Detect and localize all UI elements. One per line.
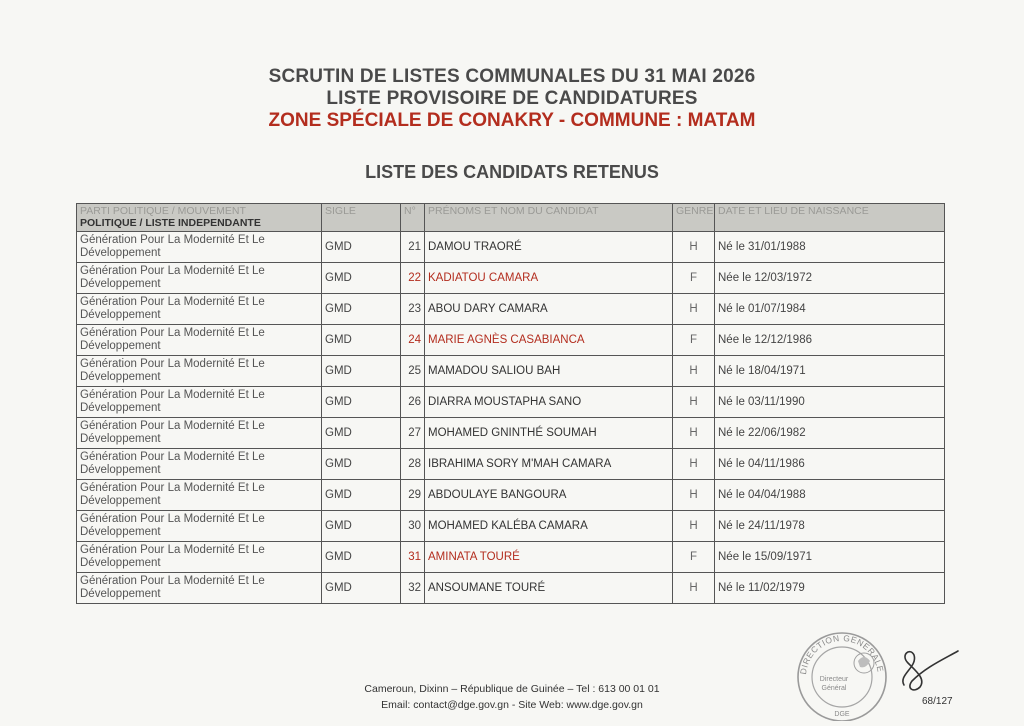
cell-birth: Né le 24/11/1978 bbox=[715, 511, 945, 542]
cell-sigle: GMD bbox=[322, 294, 401, 325]
table-row bbox=[77, 449, 945, 480]
cell-birth: Né le 31/01/1988 bbox=[715, 232, 945, 263]
table-row bbox=[77, 325, 945, 356]
stamp-center-b: Général bbox=[821, 685, 847, 692]
column-header-number: N° bbox=[401, 204, 425, 232]
cell-genre: F bbox=[673, 263, 715, 294]
cell-party: Génération Pour La Modernité Et Le Développement bbox=[77, 325, 322, 356]
cell-candidate-name: ABOU DARY CAMARA bbox=[425, 294, 673, 325]
cell-number: 30 bbox=[401, 511, 425, 542]
cell-party: Génération Pour La Modernité Et Le Développement bbox=[77, 387, 322, 418]
cell-genre: H bbox=[673, 511, 715, 542]
heading-retained-candidates: LISTE DES CANDIDATS RETENUS bbox=[365, 162, 659, 182]
cell-genre: H bbox=[673, 480, 715, 511]
cell-party: Génération Pour La Modernité Et Le Développement bbox=[77, 542, 322, 573]
column-header-name: PRÉNOMS ET NOM DU CANDIDAT bbox=[425, 204, 673, 232]
cell-party: Génération Pour La Modernité Et Le Développement bbox=[77, 480, 322, 511]
cell-candidate-name: KADIATOU CAMARA bbox=[425, 263, 673, 294]
table-row bbox=[77, 480, 945, 511]
cell-candidate-name: ABDOULAYE BANGOURA bbox=[425, 480, 673, 511]
cell-number: 26 bbox=[401, 387, 425, 418]
cell-genre: H bbox=[673, 294, 715, 325]
cell-candidate-name: MARIE AGNÈS CASABIANCA bbox=[425, 325, 673, 356]
cell-number: 29 bbox=[401, 480, 425, 511]
cell-genre: F bbox=[673, 325, 715, 356]
document-footer bbox=[0, 681, 1024, 713]
cell-sigle: GMD bbox=[322, 232, 401, 263]
cell-birth: Née le 12/03/1972 bbox=[715, 263, 945, 294]
cell-candidate-name: MOHAMED GNINTHÉ SOUMAH bbox=[425, 418, 673, 449]
cell-number: 25 bbox=[401, 356, 425, 387]
cell-sigle: GMD bbox=[322, 573, 401, 604]
heading-list-type: LISTE PROVISOIRE DE CANDIDATURES bbox=[326, 88, 698, 109]
stamp-center-a: Directeur bbox=[819, 676, 849, 683]
table-header-row bbox=[77, 204, 945, 232]
cell-birth: Né le 22/06/1982 bbox=[715, 418, 945, 449]
column-header-sigle: SIGLE bbox=[322, 204, 401, 232]
cell-party: Génération Pour La Modernité Et Le Développement bbox=[77, 294, 322, 325]
stamp-ring-text: DIRECTION GENERALE bbox=[798, 632, 886, 676]
page-number: 68/127 bbox=[922, 696, 953, 707]
cell-party: Génération Pour La Modernité Et Le Développement bbox=[77, 356, 322, 387]
table-row bbox=[77, 573, 945, 604]
cell-genre: H bbox=[673, 573, 715, 604]
cell-number: 28 bbox=[401, 449, 425, 480]
cell-genre: H bbox=[673, 387, 715, 418]
cell-sigle: GMD bbox=[322, 418, 401, 449]
cell-party: Génération Pour La Modernité Et Le Développement bbox=[77, 263, 322, 294]
cell-birth: Né le 11/02/1979 bbox=[715, 573, 945, 604]
document-heading bbox=[0, 66, 1024, 132]
cell-sigle: GMD bbox=[322, 511, 401, 542]
cell-candidate-name: DIARRA MOUSTAPHA SANO bbox=[425, 387, 673, 418]
cell-party: Génération Pour La Modernité Et Le Développement bbox=[77, 418, 322, 449]
cell-number: 31 bbox=[401, 542, 425, 573]
cell-candidate-name: DAMOU TRAORÉ bbox=[425, 232, 673, 263]
cell-party: Génération Pour La Modernité Et Le Développement bbox=[77, 232, 322, 263]
cell-number: 27 bbox=[401, 418, 425, 449]
cell-sigle: GMD bbox=[322, 325, 401, 356]
cell-number: 22 bbox=[401, 263, 425, 294]
cell-candidate-name: IBRAHIMA SORY M'MAH CAMARA bbox=[425, 449, 673, 480]
cell-sigle: GMD bbox=[322, 542, 401, 573]
footer-address: Cameroun, Dixinn – République de Guinée – Tel : 613 00 01 01 bbox=[364, 683, 660, 695]
cell-genre: H bbox=[673, 356, 715, 387]
cell-candidate-name: ANSOUMANE TOURÉ bbox=[425, 573, 673, 604]
cell-genre: H bbox=[673, 449, 715, 480]
column-header-party: PARTI POLITIQUE / MOUVEMENT POLITIQUE / LISTE INDEPENDANTE bbox=[77, 204, 322, 232]
candidates-table bbox=[76, 203, 945, 604]
table-row bbox=[77, 263, 945, 294]
table-row bbox=[77, 232, 945, 263]
cell-candidate-name: MAMADOU SALIOU BAH bbox=[425, 356, 673, 387]
column-header-birth: DATE ET LIEU DE NAISSANCE bbox=[715, 204, 945, 232]
cell-birth: Né le 04/04/1988 bbox=[715, 480, 945, 511]
cell-number: 21 bbox=[401, 232, 425, 263]
table-row bbox=[77, 418, 945, 449]
cell-birth: Née le 15/09/1971 bbox=[715, 542, 945, 573]
cell-candidate-name: MOHAMED KALÉBA CAMARA bbox=[425, 511, 673, 542]
cell-sigle: GMD bbox=[322, 263, 401, 294]
heading-zone-commune: ZONE SPÉCIALE DE CONAKRY - COMMUNE : MATAM bbox=[268, 110, 756, 131]
cell-number: 23 bbox=[401, 294, 425, 325]
footer-contact: Email: contact@dge.gov.gn - Site Web: www.dge.gov.gn bbox=[381, 699, 643, 711]
table-row bbox=[77, 387, 945, 418]
table-row bbox=[77, 356, 945, 387]
cell-genre: F bbox=[673, 542, 715, 573]
table-row bbox=[77, 511, 945, 542]
cell-birth: Né le 18/04/1971 bbox=[715, 356, 945, 387]
cell-number: 32 bbox=[401, 573, 425, 604]
cell-birth: Né le 03/11/1990 bbox=[715, 387, 945, 418]
cell-number: 24 bbox=[401, 325, 425, 356]
cell-party: Génération Pour La Modernité Et Le Développement bbox=[77, 449, 322, 480]
stamp-bottom: DGE bbox=[834, 711, 850, 718]
cell-party: Génération Pour La Modernité Et Le Développement bbox=[77, 573, 322, 604]
cell-birth: Né le 04/11/1986 bbox=[715, 449, 945, 480]
cell-birth: Née le 12/12/1986 bbox=[715, 325, 945, 356]
cell-genre: H bbox=[673, 418, 715, 449]
heading-election: SCRUTIN DE LISTES COMMUNALES DU 31 MAI 2026 bbox=[268, 66, 756, 87]
cell-sigle: GMD bbox=[322, 480, 401, 511]
cell-candidate-name: AMINATA TOURÉ bbox=[425, 542, 673, 573]
cell-sigle: GMD bbox=[322, 356, 401, 387]
cell-sigle: GMD bbox=[322, 449, 401, 480]
table-row bbox=[77, 294, 945, 325]
cell-party: Génération Pour La Modernité Et Le Développement bbox=[77, 511, 322, 542]
cell-sigle: GMD bbox=[322, 387, 401, 418]
cell-genre: H bbox=[673, 232, 715, 263]
table-row bbox=[77, 542, 945, 573]
column-header-genre: GENRE bbox=[673, 204, 715, 232]
cell-birth: Né le 01/07/1984 bbox=[715, 294, 945, 325]
